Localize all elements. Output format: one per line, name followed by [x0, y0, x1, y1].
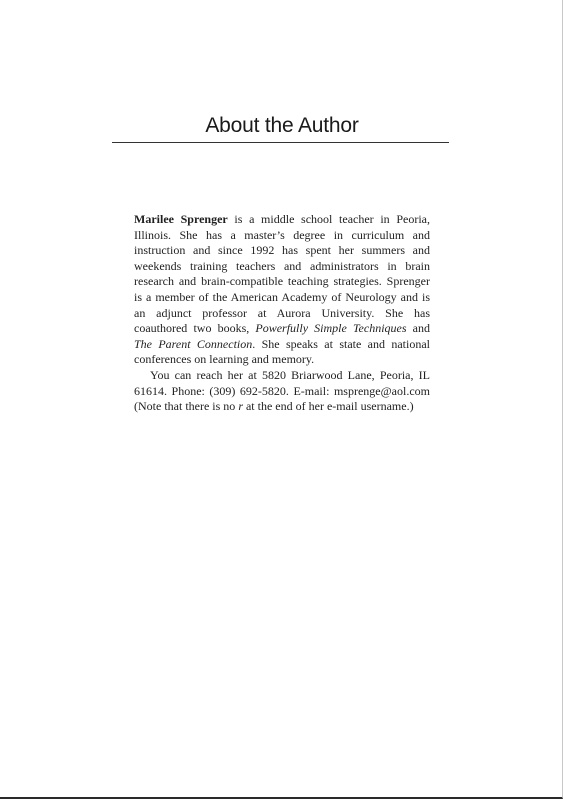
- title-divider: [112, 142, 449, 143]
- contact-paragraph: [134, 368, 430, 415]
- bio-text-2: and: [406, 321, 431, 336]
- contact-text-1: You can reach her at 5820 Briarwood Lane, Peoria, IL 61614. Phone: (309) 692-5820. E-mail: msprenge@aol.com (Note that there is no: [134, 367, 430, 414]
- contact-text-2: at the end of her e-mail username.): [242, 399, 414, 414]
- book-title-1: Powerfully Simple Techniques: [255, 321, 407, 336]
- contact-letter: r: [238, 399, 243, 414]
- author-bio: [134, 212, 430, 415]
- page-title: About the Author: [205, 114, 359, 137]
- book-title-2: The Parent Connection: [134, 336, 253, 351]
- author-name: Marilee Sprenger: [134, 212, 228, 226]
- bio-text-3: . She speaks at state and national conferences on learning and memory.: [134, 336, 430, 367]
- bio-paragraph: [134, 212, 430, 368]
- bio-text-1: is a middle school teacher in Peoria, Illinois. She has a master’s degree in curriculum and instruction and since 1992 has spent her summers and weekends training teachers and administrators in brain research and brain-compatible teaching strategies. Sprenger is a member of the American Academy of Neurology and is an adjunct professor at Aurora University. She has coauthored two books,: [134, 212, 430, 336]
